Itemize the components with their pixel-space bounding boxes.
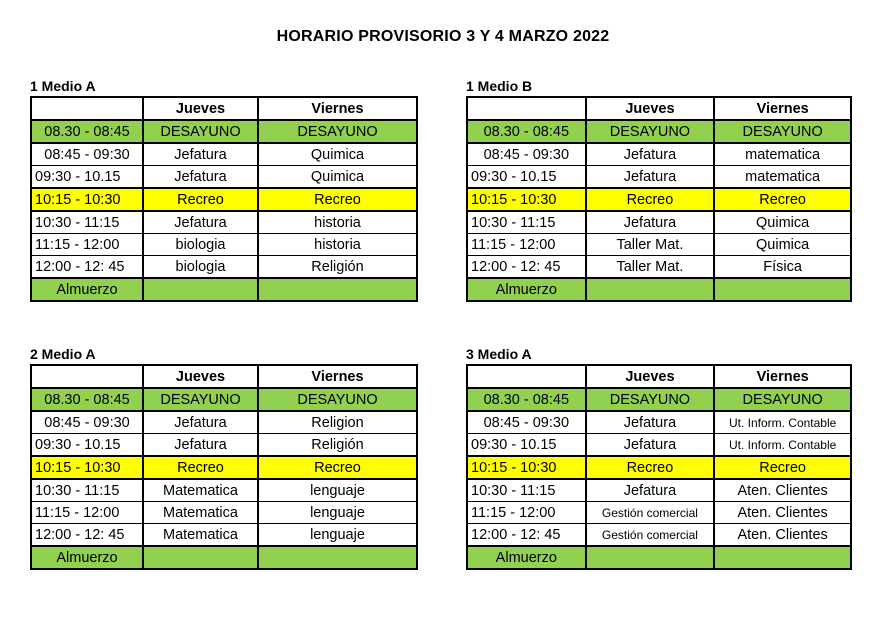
day2-cell: Recreo bbox=[714, 456, 851, 479]
time-cell: 11:15 - 12:00 bbox=[31, 234, 143, 256]
time-cell: 09:30 - 10.15 bbox=[31, 166, 143, 189]
schedule-1-medio-a bbox=[30, 76, 420, 302]
day1-cell: Matematica bbox=[143, 479, 258, 502]
day1-cell: biologia bbox=[143, 256, 258, 279]
time-cell: 10:15 - 10:30 bbox=[31, 188, 143, 211]
table-row bbox=[31, 388, 417, 411]
day2-cell: Quimica bbox=[258, 143, 417, 166]
schedule-table bbox=[30, 96, 418, 302]
table-row bbox=[31, 234, 417, 256]
day2-header: Viernes bbox=[714, 97, 851, 120]
day2-cell: matematica bbox=[714, 166, 851, 189]
day2-cell: historia bbox=[258, 234, 417, 256]
time-cell: 09:30 - 10.15 bbox=[467, 434, 586, 457]
day1-cell: Taller Mat. bbox=[586, 234, 715, 256]
day1-cell: Gestión comercial bbox=[586, 524, 715, 547]
time-cell: 08:45 - 09:30 bbox=[467, 143, 586, 166]
schedule-3-medio-a bbox=[466, 344, 856, 570]
page-title: HORARIO PROVISORIO 3 Y 4 MARZO 2022 bbox=[276, 28, 610, 45]
time-cell: Almuerzo bbox=[31, 278, 143, 301]
day2-cell bbox=[714, 278, 851, 301]
schedule-title: 1 Medio A bbox=[30, 78, 96, 94]
day1-cell: Taller Mat. bbox=[586, 256, 715, 279]
table-row bbox=[467, 166, 851, 189]
table-row bbox=[467, 546, 851, 569]
day1-cell: Recreo bbox=[586, 188, 715, 211]
day1-cell: biologia bbox=[143, 234, 258, 256]
time-cell: 10:30 - 11:15 bbox=[467, 211, 586, 234]
table-row bbox=[467, 211, 851, 234]
table-row bbox=[467, 143, 851, 166]
time-cell: 09:30 - 10.15 bbox=[467, 166, 586, 189]
day1-header: Jueves bbox=[586, 97, 715, 120]
day1-cell: Jefatura bbox=[143, 211, 258, 234]
table-row bbox=[31, 411, 417, 434]
time-cell: 09:30 - 10.15 bbox=[31, 434, 143, 457]
day1-cell: Recreo bbox=[143, 188, 258, 211]
table-row bbox=[31, 143, 417, 166]
table-row bbox=[31, 278, 417, 301]
time-cell: 12:00 - 12: 45 bbox=[467, 524, 586, 547]
time-cell: 10:30 - 11:15 bbox=[31, 479, 143, 502]
time-cell: 08.30 - 08:45 bbox=[467, 120, 586, 143]
time-header-cell bbox=[31, 365, 143, 388]
day1-cell bbox=[586, 546, 715, 569]
time-cell: 10:15 - 10:30 bbox=[31, 456, 143, 479]
day1-cell: Jefatura bbox=[143, 166, 258, 189]
day2-cell: DESAYUNO bbox=[258, 120, 417, 143]
time-header-cell bbox=[467, 97, 586, 120]
day2-header: Viernes bbox=[714, 365, 851, 388]
schedule-2-medio-a bbox=[30, 344, 420, 570]
table-row bbox=[31, 479, 417, 502]
table-row bbox=[467, 388, 851, 411]
day2-cell: Ut. Inform. Contable bbox=[714, 411, 851, 434]
day1-cell: Gestión comercial bbox=[586, 502, 715, 524]
day2-header: Viernes bbox=[258, 97, 417, 120]
day1-cell: Recreo bbox=[586, 456, 715, 479]
day1-cell: Jefatura bbox=[586, 479, 715, 502]
time-cell: 10:30 - 11:15 bbox=[31, 211, 143, 234]
day2-cell: Quimica bbox=[714, 211, 851, 234]
time-cell: 08.30 - 08:45 bbox=[467, 388, 586, 411]
table-row bbox=[31, 546, 417, 569]
time-cell: 10:15 - 10:30 bbox=[467, 188, 586, 211]
table-row bbox=[467, 234, 851, 256]
time-cell: 08.30 - 08:45 bbox=[31, 120, 143, 143]
day2-cell: Recreo bbox=[258, 456, 417, 479]
time-cell: 12:00 - 12: 45 bbox=[467, 256, 586, 279]
day2-cell: matematica bbox=[714, 143, 851, 166]
day1-cell: DESAYUNO bbox=[143, 388, 258, 411]
day1-cell: Jefatura bbox=[143, 143, 258, 166]
time-cell: Almuerzo bbox=[467, 546, 586, 569]
day2-cell: DESAYUNO bbox=[258, 388, 417, 411]
schedule-table bbox=[466, 96, 852, 302]
day2-cell: Recreo bbox=[258, 188, 417, 211]
day2-cell: Religión bbox=[258, 256, 417, 279]
table-row bbox=[31, 120, 417, 143]
day1-header: Jueves bbox=[586, 365, 715, 388]
day1-cell: Jefatura bbox=[586, 434, 715, 457]
day2-cell: lenguaje bbox=[258, 479, 417, 502]
day1-cell: Jefatura bbox=[586, 166, 715, 189]
time-cell: 11:15 - 12:00 bbox=[467, 502, 586, 524]
table-row bbox=[467, 120, 851, 143]
day2-cell: DESAYUNO bbox=[714, 388, 851, 411]
header-row bbox=[31, 97, 417, 120]
day1-cell: Jefatura bbox=[586, 411, 715, 434]
table-row bbox=[467, 278, 851, 301]
day2-cell: Recreo bbox=[714, 188, 851, 211]
day1-cell: Matematica bbox=[143, 502, 258, 524]
day2-cell: DESAYUNO bbox=[714, 120, 851, 143]
day2-cell: Aten. Clientes bbox=[714, 524, 851, 547]
time-header-cell bbox=[31, 97, 143, 120]
table-row bbox=[467, 456, 851, 479]
day1-cell: Jefatura bbox=[586, 143, 715, 166]
time-cell: 10:30 - 11:15 bbox=[467, 479, 586, 502]
day2-cell: Aten. Clientes bbox=[714, 502, 851, 524]
time-cell: 11:15 - 12:00 bbox=[31, 502, 143, 524]
day1-cell bbox=[143, 546, 258, 569]
day2-cell: Física bbox=[714, 256, 851, 279]
time-header-cell bbox=[467, 365, 586, 388]
day2-cell: lenguaje bbox=[258, 524, 417, 547]
schedule-table bbox=[30, 364, 418, 570]
day1-cell bbox=[586, 278, 715, 301]
day2-cell: historia bbox=[258, 211, 417, 234]
day1-cell: DESAYUNO bbox=[586, 388, 715, 411]
day2-cell bbox=[714, 546, 851, 569]
day2-cell: Religion bbox=[258, 411, 417, 434]
time-cell: Almuerzo bbox=[467, 278, 586, 301]
time-cell: 11:15 - 12:00 bbox=[467, 234, 586, 256]
table-row bbox=[467, 502, 851, 524]
table-row bbox=[467, 188, 851, 211]
day1-cell: DESAYUNO bbox=[143, 120, 258, 143]
day2-cell bbox=[258, 278, 417, 301]
time-cell: Almuerzo bbox=[31, 546, 143, 569]
time-cell: 12:00 - 12: 45 bbox=[31, 524, 143, 547]
table-row bbox=[31, 524, 417, 547]
day1-cell: Jefatura bbox=[586, 211, 715, 234]
schedule-title: 3 Medio A bbox=[466, 346, 532, 362]
day2-header: Viernes bbox=[258, 365, 417, 388]
time-cell: 08:45 - 09:30 bbox=[31, 143, 143, 166]
day2-cell: Quimica bbox=[714, 234, 851, 256]
day1-cell: DESAYUNO bbox=[586, 120, 715, 143]
day2-cell: Quimica bbox=[258, 166, 417, 189]
header-row bbox=[31, 365, 417, 388]
day2-cell: Ut. Inform. Contable bbox=[714, 434, 851, 457]
time-cell: 12:00 - 12: 45 bbox=[31, 256, 143, 279]
day1-cell: Jefatura bbox=[143, 434, 258, 457]
time-cell: 08:45 - 09:30 bbox=[467, 411, 586, 434]
day2-cell: Religión bbox=[258, 434, 417, 457]
table-row bbox=[31, 256, 417, 279]
schedule-title: 2 Medio A bbox=[30, 346, 96, 362]
table-row bbox=[31, 502, 417, 524]
day1-cell: Recreo bbox=[143, 456, 258, 479]
day1-header: Jueves bbox=[143, 365, 258, 388]
schedule-1-medio-b bbox=[466, 76, 856, 302]
time-cell: 08.30 - 08:45 bbox=[31, 388, 143, 411]
table-row bbox=[31, 211, 417, 234]
day1-header: Jueves bbox=[143, 97, 258, 120]
table-row bbox=[467, 434, 851, 457]
time-cell: 10:15 - 10:30 bbox=[467, 456, 586, 479]
table-row bbox=[31, 166, 417, 189]
schedule-table bbox=[466, 364, 852, 570]
day2-cell: lenguaje bbox=[258, 502, 417, 524]
time-cell: 08:45 - 09:30 bbox=[31, 411, 143, 434]
day2-cell: Aten. Clientes bbox=[714, 479, 851, 502]
table-row bbox=[31, 188, 417, 211]
day1-cell: Matematica bbox=[143, 524, 258, 547]
header-row bbox=[467, 97, 851, 120]
table-row bbox=[467, 411, 851, 434]
table-row bbox=[31, 456, 417, 479]
day1-cell: Jefatura bbox=[143, 411, 258, 434]
table-row bbox=[467, 524, 851, 547]
table-row bbox=[467, 479, 851, 502]
schedule-title: 1 Medio B bbox=[466, 78, 533, 94]
table-row bbox=[467, 256, 851, 279]
table-row bbox=[31, 434, 417, 457]
day1-cell bbox=[143, 278, 258, 301]
header-row bbox=[467, 365, 851, 388]
day2-cell bbox=[258, 546, 417, 569]
